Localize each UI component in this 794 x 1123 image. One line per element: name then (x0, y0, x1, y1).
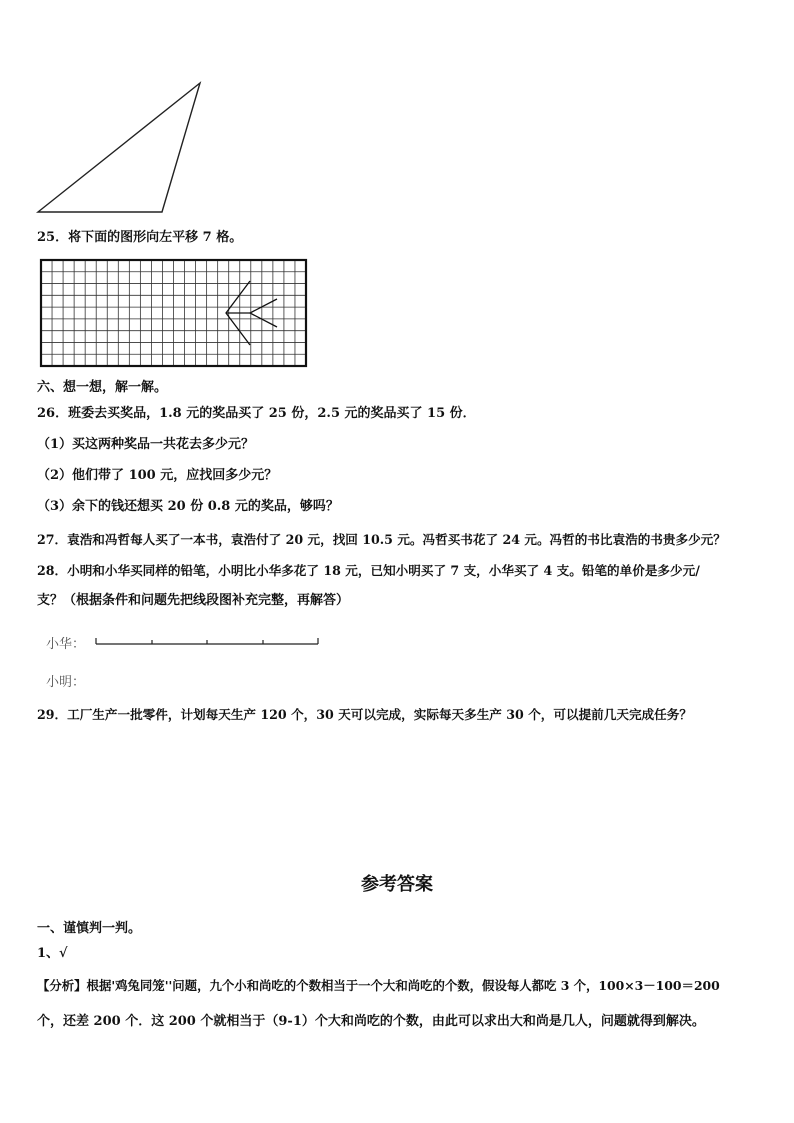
xiaoming-label: 小明： (46, 675, 86, 690)
analysis-line-1: 【分析】根据'鸡兔同笼''问题，九个小和尚吃的个数相当于一个大和尚吃的个数，假设每人都吃 3 个，100×3－100＝200 (37, 978, 720, 993)
grid-figure (0, 255, 794, 375)
xiaohua-segment (0, 632, 794, 652)
answer-item-1: 1、√ (37, 946, 68, 961)
question-28-line2: 支？（根据条件和问题先把线段图补充完整，再解答） (37, 593, 350, 608)
triangle-figure (0, 0, 794, 230)
question-26-sub1: （1）买这两种奖品一共花去多少元？ (37, 437, 255, 452)
arrow-shape (226, 281, 277, 345)
answers-title: 参考答案 (361, 874, 433, 895)
answers-section-1: 一、谨慎判一判。 (37, 921, 142, 936)
question-28-line1: 28．小明和小华买同样的铅笔，小明比小华多花了 18 元，已知小明买了 7 支，小华买了 4 支。铅笔的单价是多少元/ (37, 563, 700, 578)
question-29: 29．工厂生产一批零件，计划每天生产 120 个，30 天可以完成，实际每天多生产 30 个，可以提前几天完成任务？ (37, 707, 692, 722)
xiaohua-label: 小华： (46, 637, 86, 652)
question-25: 25．将下面的图形向左平移 7 格。 (37, 230, 243, 245)
analysis-line-2: 个，还差 200 个．这 200 个就相当于（9-1）个大和尚吃的个数，由此可以求出大和尚是几人，问题就得到解决。 (37, 1014, 705, 1029)
question-26-stem: 26．班委去买奖品，1.8 元的奖品买了 25 份，2.5 元的奖品买了 15 份． (37, 406, 476, 421)
question-26-sub2: （2）他们带了 100 元，应找回多少元？ (37, 468, 278, 483)
question-26-sub3: （3）余下的钱还想买 20 份 0.8 元的奖品，够吗？ (37, 499, 339, 514)
section-6-heading: 六、想一想，解一解。 (37, 380, 168, 395)
question-27: 27．袁浩和冯哲每人买了一本书，袁浩付了 20 元，找回 10.5 元。冯哲买书花了 24 元。冯哲的书比袁浩的书贵多少元？ (37, 532, 726, 547)
